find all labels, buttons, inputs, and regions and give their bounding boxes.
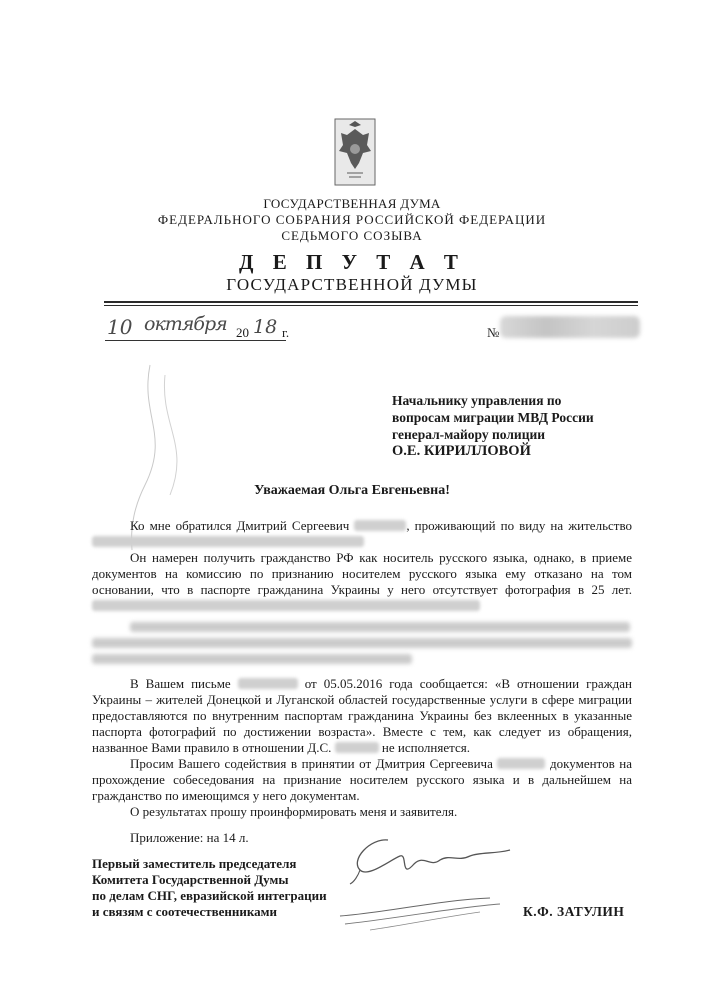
paragraph-1-text-b: , проживающий по виду на жительство [406, 518, 632, 533]
salutation: Уважаемая Ольга Евгеньевна! [254, 483, 450, 498]
year-mark: г. [282, 325, 290, 340]
paragraph-4 [92, 756, 632, 804]
signer-name: К.Ф. ЗАТУЛИН [523, 904, 625, 919]
redacted-registration-number [500, 316, 640, 338]
header-rule-thin [104, 305, 638, 306]
paragraph-2-text: Он намерен получить гражданство РФ как носитель русского языка, однако, в приеме документов на комиссию по признанию носителем русского языка ему отказано на том основании, что в паспорте гражданина Украины у него отсутствует фотография в 25 лет. [92, 550, 632, 597]
attachment-note: Приложение: на 14 л. [130, 830, 249, 845]
handwritten-month: октября [144, 313, 227, 335]
handwritten-day: 10 [107, 315, 133, 339]
signer-title [92, 856, 327, 920]
paragraph-3 [92, 676, 632, 756]
letterhead-title: Д Е П У Т А Т [239, 250, 465, 274]
addressee-block [392, 392, 594, 460]
signer-line-1: Первый заместитель председателя [92, 856, 297, 871]
redacted-surname [354, 520, 406, 531]
addressee-line-1: Начальнику управления по [392, 393, 562, 408]
paragraph-3-text-c: не исполняется. [381, 740, 470, 755]
handwritten-year: 18 [253, 316, 278, 338]
coat-of-arms-icon [333, 117, 377, 187]
paragraph-5: О результатах прошу проинформировать меня и заявителя. [130, 804, 458, 819]
redacted-letter-number [238, 678, 298, 689]
number-label: № [487, 325, 500, 340]
redacted-address [92, 536, 364, 547]
redacted-paragraph [92, 620, 632, 668]
signer-line-2: Комитета Государственной Думы [92, 872, 289, 887]
header-line-1: ГОСУДАРСТВЕННАЯ ДУМА [263, 196, 441, 211]
date-underline [105, 340, 286, 341]
header-line-3: СЕДЬМОГО СОЗЫВА [281, 228, 423, 243]
signer-line-4: и связям с соотечественниками [92, 904, 278, 919]
paragraph-4-text-b: документов на прохождение собеседования на признание носителем русского языка и в дальнейшем на гражданство по имеющимся у него документам. [92, 756, 633, 803]
addressee-name: О.Е. КИРИЛЛОВОЙ [392, 443, 531, 459]
paragraph-3-text-b: от 05.05.2016 года сообщается: «В отношении граждан Украины – жителей Донецкой и Луганской областей государственные услуги в сфере миграции предоставляются по внутренним паспортам гражданина Украины без вклеенных в указанные паспорта фотографий по достижении возраста». Вместе с тем, как следует из обращения, названное Вами правило в отношении Д.С. [92, 676, 633, 755]
paragraph-1 [92, 518, 632, 550]
signer-line-3: по делам СНГ, евразийской интеграции [92, 888, 327, 903]
year-prefix: 20 [236, 325, 249, 340]
paragraph-4-text-a: Просим Вашего содействия в принятии от Дмитрия Сергеевича [130, 756, 493, 771]
header-rule-thick [104, 301, 638, 303]
addressee-line-3: генерал-майору полиции [392, 427, 546, 442]
addressee-line-2: вопросам миграции МВД России [392, 410, 594, 425]
letter-body [92, 518, 632, 846]
letterhead-subtitle: ГОСУДАРСТВЕННОЙ ДУМЫ [226, 275, 478, 294]
redacted-surname-2 [335, 742, 379, 753]
header-line-2: ФЕДЕРАЛЬНОГО СОБРАНИЯ РОССИЙСКОЙ ФЕДЕРАЦИИ [157, 212, 547, 227]
paragraph-2 [92, 550, 632, 614]
redacted-detail [92, 600, 480, 611]
paragraph-3-text-a: В Вашем письме [130, 676, 231, 691]
paragraph-1-text-a: Ко мне обратился Дмитрий Сергеевич [130, 518, 350, 533]
redacted-surname-3 [497, 758, 545, 769]
handwritten-signature [330, 820, 540, 940]
